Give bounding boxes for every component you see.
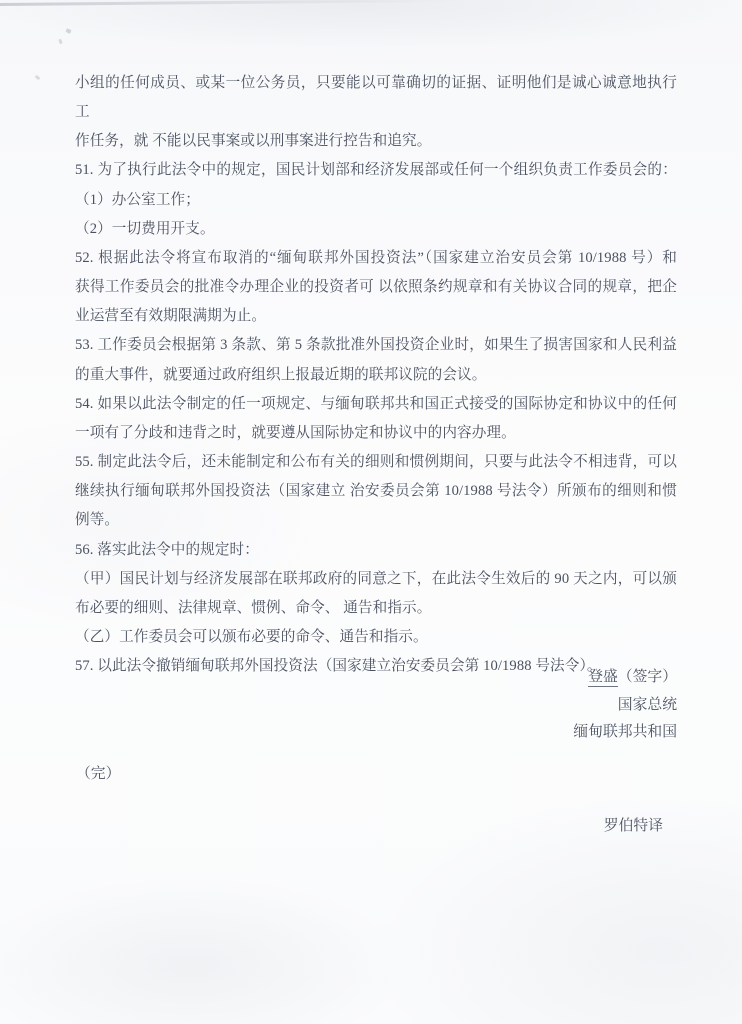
signer-name: 登盛 [588, 669, 618, 685]
body-line: 的重大事件，就要通过政府组织上报最近期的联邦议院的会议。 [75, 366, 487, 383]
body-line: 获得工作委员会的批准令办理企业的投资者可 以依照条约规章和有关协议合同的规章，把企 [75, 279, 677, 296]
body-line-clause-54: 54. 如果以此法令制定的任一项规定、与缅甸联邦共和国正式接受的国际协定和协议中的任何 [75, 395, 677, 412]
pencil-mark [58, 39, 63, 45]
body-line-clause-56: 56. 落实此法令中的规定时： [75, 541, 259, 558]
body-line-clause-52: 52. 根据此法令将宣布取消的“缅甸联邦外国投资法”（国家建立治安员会第 10/1988 号）和 [75, 249, 677, 266]
body-line: 作任务，就 不能以民事案或以刑事案进行控告和追究。 [75, 133, 432, 150]
body-line-item-a: （甲）国民计划与经济发展部在联邦政府的同意之下，在此法令生效后的 90 天之内，可以颁 [75, 570, 677, 587]
scan-edge-shadow [0, 0, 462, 6]
body-line: 例等。 [75, 512, 120, 529]
body-line: 一项有了分歧和违背之时，就要遵从国际协定和协议中的内容办理。 [75, 424, 516, 441]
signature-line [573, 664, 677, 692]
body-line-clause-57: 57. 以此法令撤销缅甸联邦外国投资法（国家建立治安委员会第 10/1988 号法令）。 [75, 658, 602, 675]
body-line: 业运营至有效期限满期为止。 [75, 308, 267, 325]
document-body [75, 69, 677, 681]
pencil-mark [65, 28, 71, 34]
body-line-item-b: （乙）工作委员会可以颁布必要的命令、通告和指示。 [75, 628, 428, 645]
pencil-mark [35, 75, 41, 81]
body-line: 继续执行缅甸联邦外国投资法（国家建立 治安委员会第 10/1988 号法令）所颁布的细则和惯 [75, 483, 677, 500]
signer-title: 国家总统 [617, 696, 677, 713]
signature-note: （签字） [617, 669, 677, 685]
signer-org: 缅甸联邦共和国 [573, 724, 677, 741]
body-line-clause-55: 55. 制定此法令后，还未能制定和公布有关的细则和惯例期间，只要与此法令不相违背，可以 [75, 454, 677, 471]
body-line-item-1: （1）办公室工作； [75, 191, 200, 208]
body-line: 小组的任何成员、或某一位公务员，只要能以可靠确切的证据、证明他们是诚心诚意地执行工 [75, 75, 677, 121]
end-mark: （完） [76, 766, 121, 782]
translator-credit: 罗伯特译 [603, 818, 663, 834]
signature-block [573, 664, 677, 747]
body-line-item-2: （2）一切费用开支。 [75, 220, 215, 237]
body-line-clause-53: 53. 工作委员会根据第 3 条款、第 5 条款批准外国投资企业时，如果生了损害国家和人民利益 [75, 337, 677, 354]
body-line-clause-51: 51. 为了执行此法令中的规定，国民计划部和经济发展部或任何一个组织负责工作委员会的： [75, 162, 677, 179]
body-line: 布必要的细则、法律规章、惯例、命令、 通告和指示。 [75, 599, 432, 616]
